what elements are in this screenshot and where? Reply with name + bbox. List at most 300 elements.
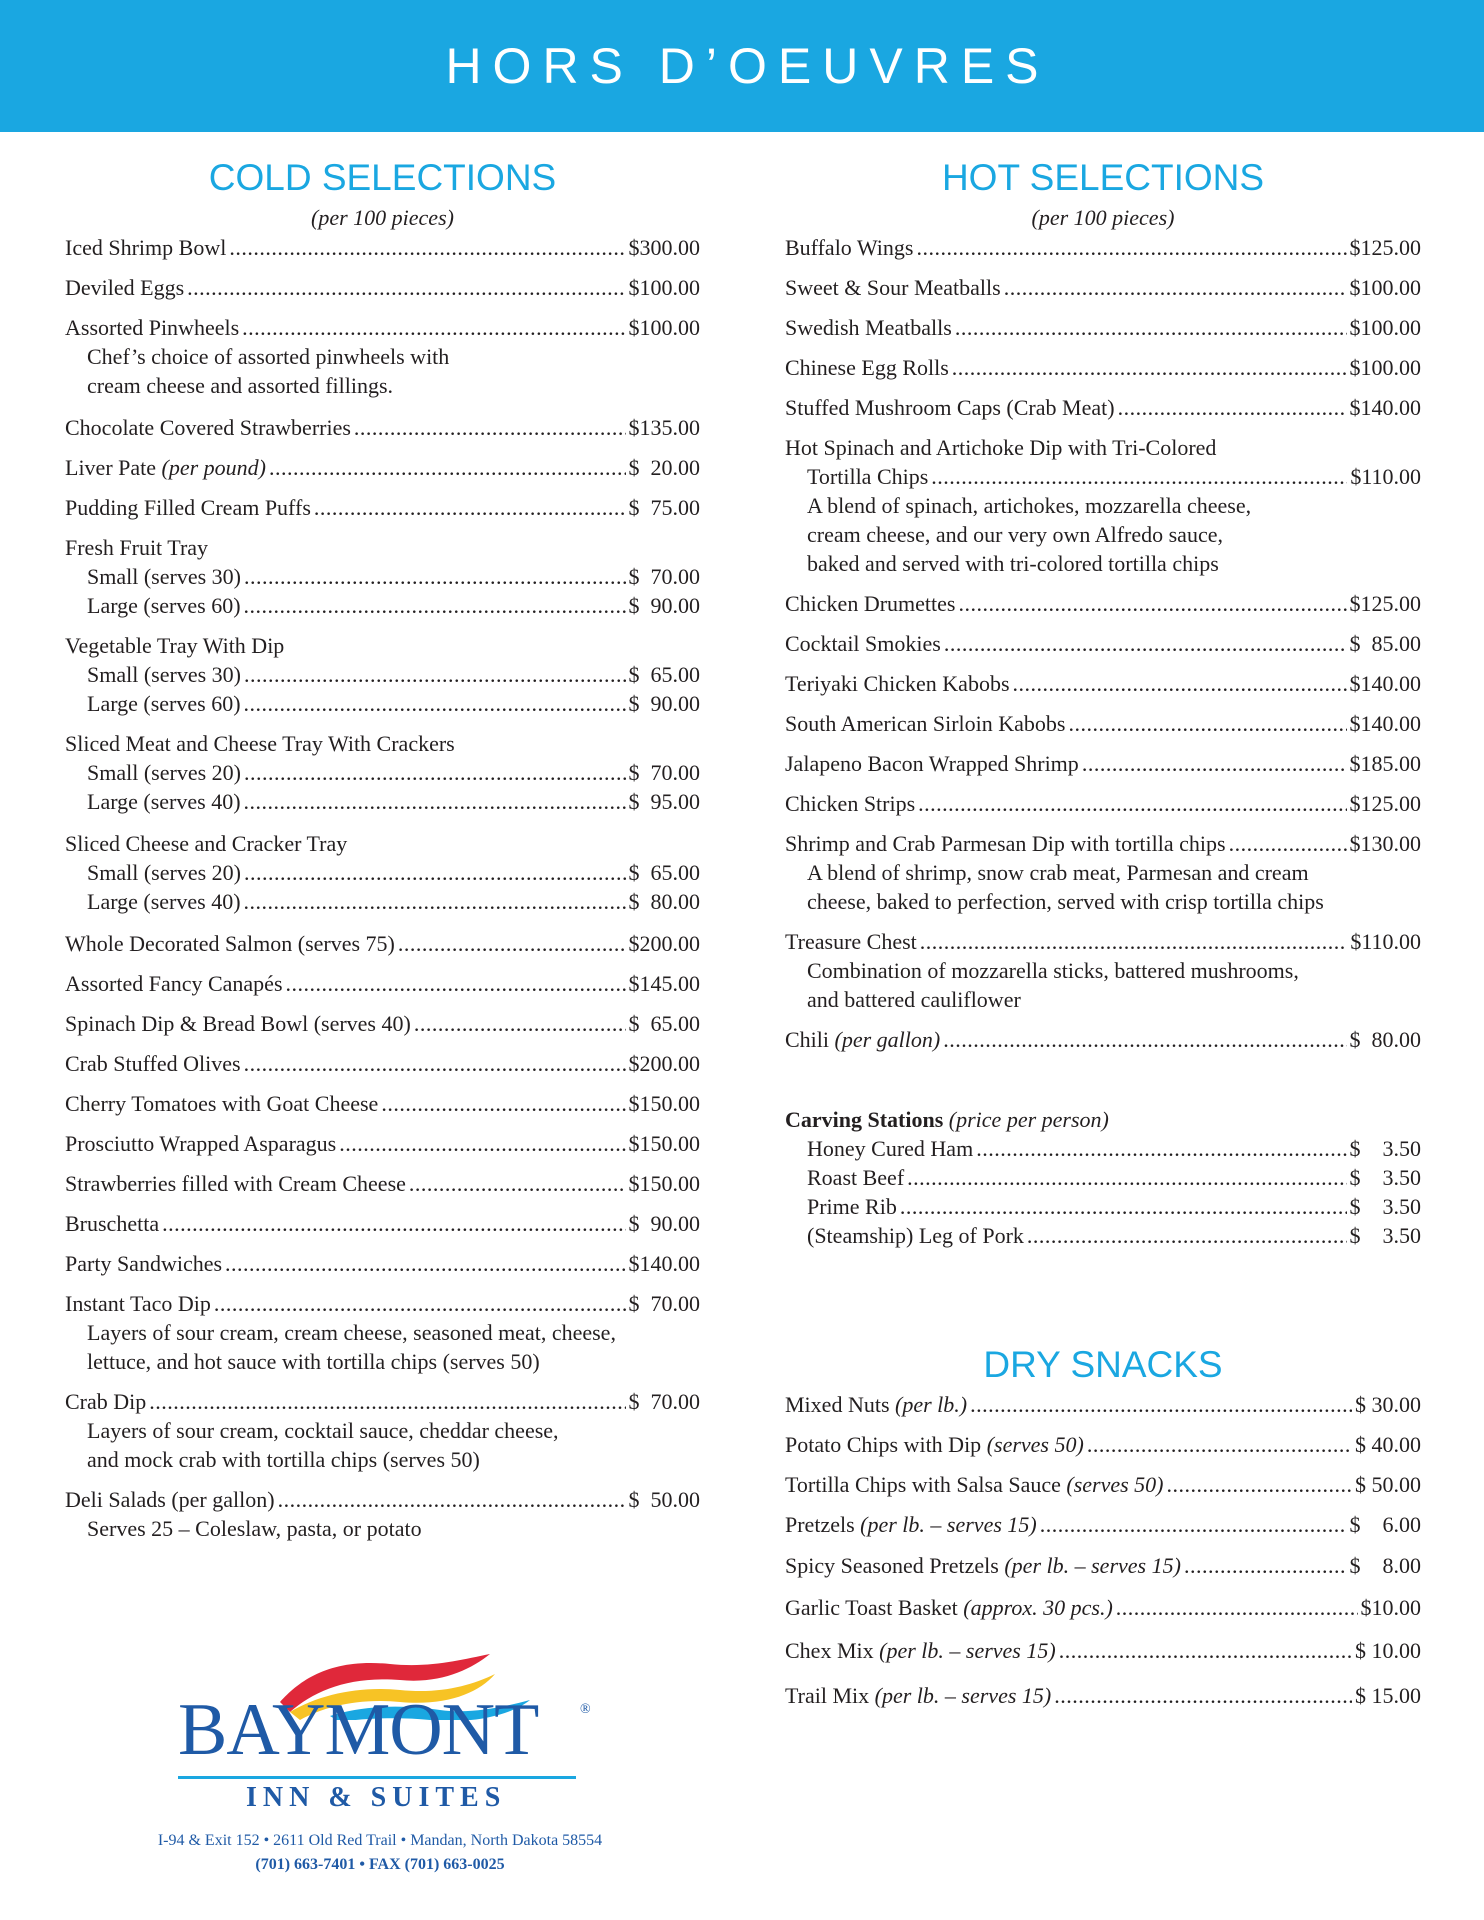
item-name: Small (serves 20) bbox=[87, 860, 241, 885]
item-name: Large (serves 40) bbox=[87, 789, 241, 814]
item-description: Combination of mozzarella sticks, battered mushrooms, bbox=[807, 958, 1299, 983]
item-label bbox=[65, 1249, 222, 1278]
menu-item bbox=[785, 1025, 1421, 1054]
item-price: $ 70.00 bbox=[628, 564, 700, 589]
hot-section-title: HOT SELECTIONS bbox=[941, 157, 1265, 198]
item-group-heading: Vegetable Tray With Dip bbox=[65, 633, 285, 658]
item-name: Pretzels bbox=[785, 1512, 855, 1537]
dot-leader bbox=[162, 1209, 625, 1238]
item-price: $ 80.00 bbox=[1349, 1027, 1421, 1052]
item-qualifier: (serves 50) bbox=[1066, 1472, 1164, 1497]
menu-subitem bbox=[65, 591, 700, 620]
dot-leader bbox=[286, 969, 626, 998]
item-name: Tortilla Chips bbox=[807, 464, 929, 489]
item-price: $200.00 bbox=[628, 931, 700, 956]
item-price: $ 20.00 bbox=[628, 455, 700, 480]
menu-item bbox=[785, 233, 1421, 262]
item-name: Party Sandwiches bbox=[65, 1251, 223, 1276]
menu-subitem bbox=[65, 758, 700, 787]
item-label bbox=[785, 789, 915, 818]
item-label bbox=[807, 1192, 897, 1221]
item-label bbox=[785, 1510, 1037, 1539]
item-label bbox=[785, 669, 1010, 698]
brand-name: BAYMONT bbox=[178, 1689, 539, 1771]
item-name: Chex Mix bbox=[785, 1638, 874, 1663]
phone-fax: (701) 663-7401 • FAX (701) 663-0025 bbox=[255, 1856, 505, 1873]
item-label bbox=[785, 749, 1079, 778]
item-price: $300.00 bbox=[628, 235, 700, 260]
item-price: $ 6.00 bbox=[1349, 1512, 1421, 1537]
item-name: Chicken Drumettes bbox=[785, 591, 956, 616]
item-name: Treasure Chest bbox=[785, 929, 917, 954]
item-label bbox=[87, 887, 241, 916]
item-price: $ 50.00 bbox=[1355, 1472, 1421, 1497]
dot-leader bbox=[1013, 669, 1347, 698]
brand-subtitle: INN & SUITES bbox=[246, 1782, 507, 1813]
item-qualifier: (per lb. – serves 15) bbox=[860, 1512, 1037, 1537]
item-name: Shrimp and Crab Parmesan Dip with tortilla chips bbox=[785, 831, 1226, 856]
item-label bbox=[785, 313, 952, 342]
menu-item bbox=[65, 313, 700, 342]
item-price: $100.00 bbox=[628, 315, 700, 340]
item-name: Buffalo Wings bbox=[785, 235, 914, 260]
dot-leader bbox=[244, 758, 626, 787]
dot-leader bbox=[1118, 393, 1347, 422]
dot-leader bbox=[244, 689, 626, 718]
item-price: $125.00 bbox=[1349, 791, 1421, 816]
item-label bbox=[785, 589, 955, 618]
item-name: Crab Dip bbox=[65, 1389, 147, 1414]
item-price: $135.00 bbox=[628, 415, 700, 440]
item-name: Tortilla Chips with Salsa Sauce bbox=[785, 1472, 1061, 1497]
item-price: $140.00 bbox=[1349, 395, 1421, 420]
item-price: $110.00 bbox=[1350, 929, 1421, 954]
dot-leader bbox=[244, 787, 626, 816]
menu-item bbox=[65, 929, 700, 958]
item-name: Prime Rib bbox=[807, 1194, 897, 1219]
item-name: Liver Pate bbox=[65, 455, 157, 480]
menu-subitem bbox=[65, 858, 700, 887]
item-label bbox=[785, 353, 949, 382]
item-name: Deli Salads (per gallon) bbox=[65, 1487, 275, 1512]
item-description: cream cheese, and our very own Alfredo sauce, bbox=[807, 522, 1223, 547]
item-name: Bruschetta bbox=[65, 1211, 160, 1236]
item-name: Trail Mix bbox=[785, 1683, 870, 1708]
dot-leader bbox=[916, 233, 1346, 262]
item-price: $ 3.50 bbox=[1349, 1223, 1421, 1248]
dot-leader bbox=[1116, 1593, 1358, 1622]
item-name: Potato Chips with Dip bbox=[785, 1432, 982, 1457]
dot-leader bbox=[1059, 1636, 1352, 1665]
item-label bbox=[785, 1470, 1164, 1499]
item-label bbox=[785, 1593, 1113, 1622]
dot-leader bbox=[944, 629, 1347, 658]
dot-leader bbox=[1027, 1221, 1347, 1250]
dot-leader bbox=[976, 1134, 1346, 1163]
menu-item bbox=[65, 1089, 700, 1118]
item-price: $ 3.50 bbox=[1349, 1194, 1421, 1219]
item-price: $ 10.00 bbox=[1355, 1638, 1421, 1663]
menu-item bbox=[785, 393, 1421, 422]
item-label bbox=[65, 1387, 146, 1416]
menu-item bbox=[65, 1387, 700, 1416]
dot-leader bbox=[920, 927, 1348, 956]
baymont-logo bbox=[100, 1650, 660, 1920]
item-name: Chili bbox=[785, 1027, 830, 1052]
item-price: $ 65.00 bbox=[628, 860, 700, 885]
item-price: $ 90.00 bbox=[628, 1211, 700, 1236]
item-price: $150.00 bbox=[628, 1131, 700, 1156]
dot-leader bbox=[970, 1390, 1352, 1419]
dot-leader bbox=[907, 1163, 1346, 1192]
cold-section-title: COLD SELECTIONS bbox=[208, 157, 557, 198]
item-price: $ 90.00 bbox=[628, 593, 700, 618]
logo-divider bbox=[178, 1776, 576, 1779]
dot-leader bbox=[414, 1009, 626, 1038]
item-price: $ 90.00 bbox=[628, 691, 700, 716]
item-name: Small (serves 30) bbox=[87, 564, 241, 589]
item-qualifier: (serves 50) bbox=[986, 1432, 1084, 1457]
item-name: Roast Beef bbox=[807, 1165, 905, 1190]
menu-item bbox=[785, 353, 1421, 382]
item-qualifier: (per gallon) bbox=[834, 1027, 941, 1052]
item-price: $ 85.00 bbox=[1349, 631, 1421, 656]
dot-leader bbox=[1087, 1430, 1352, 1459]
item-label bbox=[65, 313, 239, 342]
item-name: (Steamship) Leg of Pork bbox=[807, 1223, 1024, 1248]
item-label bbox=[65, 929, 395, 958]
carving-item bbox=[785, 1163, 1421, 1192]
dot-leader bbox=[952, 353, 1347, 382]
address: I-94 & Exit 152 • 2611 Old Red Trail • Mandan, North Dakota 58554 bbox=[157, 1832, 603, 1849]
dot-leader bbox=[242, 313, 625, 342]
carving-item bbox=[785, 1134, 1421, 1163]
dot-leader bbox=[225, 1249, 625, 1278]
dot-leader bbox=[149, 1387, 625, 1416]
menu-item bbox=[785, 589, 1421, 618]
item-label bbox=[807, 1221, 1024, 1250]
item-label bbox=[785, 1025, 940, 1054]
item-label bbox=[785, 927, 917, 956]
item-label bbox=[65, 1485, 275, 1514]
dot-leader bbox=[1167, 1470, 1352, 1499]
item-description: Serves 25 – Coleslaw, pasta, or potato bbox=[87, 1516, 422, 1541]
item-name: Chinese Egg Rolls bbox=[785, 355, 949, 380]
item-name: Chocolate Covered Strawberries bbox=[65, 415, 351, 440]
dot-leader bbox=[244, 562, 626, 591]
dot-leader bbox=[1054, 1681, 1352, 1710]
item-qualifier: (per pound) bbox=[161, 455, 267, 480]
item-label bbox=[807, 1134, 973, 1163]
item-label bbox=[65, 1209, 159, 1238]
item-price: $ 75.00 bbox=[628, 495, 700, 520]
item-label bbox=[65, 969, 283, 998]
snack-item bbox=[785, 1510, 1421, 1539]
item-name: Assorted Fancy Canapés bbox=[65, 971, 283, 996]
item-label bbox=[785, 1551, 1181, 1580]
item-label bbox=[807, 462, 928, 491]
item-price: $ 40.00 bbox=[1355, 1432, 1421, 1457]
item-label bbox=[785, 829, 1226, 858]
item-description: Chef’s choice of assorted pinwheels with bbox=[87, 344, 450, 369]
item-name: Spicy Seasoned Pretzels bbox=[785, 1553, 999, 1578]
menu-item bbox=[65, 1289, 700, 1318]
snack-item bbox=[785, 1430, 1421, 1459]
item-name: Pudding Filled Cream Puffs bbox=[65, 495, 311, 520]
item-price: $ 80.00 bbox=[628, 889, 700, 914]
item-name: Honey Cured Ham bbox=[807, 1136, 974, 1161]
menu-item bbox=[65, 453, 700, 482]
item-description: Layers of sour cream, cream cheese, seasoned meat, cheese, bbox=[87, 1320, 616, 1345]
item-label bbox=[785, 273, 1001, 302]
item-price: $125.00 bbox=[1349, 235, 1421, 260]
dot-leader bbox=[229, 233, 625, 262]
item-price: $10.00 bbox=[1360, 1595, 1421, 1620]
menu-subitem bbox=[65, 689, 700, 718]
menu-item bbox=[785, 749, 1421, 778]
snack-item bbox=[785, 1593, 1421, 1622]
item-description: Layers of sour cream, cocktail sauce, cheddar cheese, bbox=[87, 1418, 559, 1443]
dot-leader bbox=[398, 929, 626, 958]
dry-section-title: DRY SNACKS bbox=[983, 1344, 1223, 1385]
menu-item bbox=[65, 493, 700, 522]
registered-mark: ® bbox=[580, 1702, 591, 1717]
item-label bbox=[87, 787, 241, 816]
item-price: $100.00 bbox=[628, 275, 700, 300]
item-label bbox=[87, 562, 241, 591]
item-label bbox=[807, 1163, 904, 1192]
dot-leader bbox=[278, 1485, 626, 1514]
item-price: $100.00 bbox=[1349, 315, 1421, 340]
dot-leader bbox=[1229, 829, 1347, 858]
item-qualifier: (approx. 30 pcs.) bbox=[963, 1595, 1113, 1620]
dot-leader bbox=[1004, 273, 1347, 302]
item-label bbox=[785, 1430, 1084, 1459]
item-description: lettuce, and hot sauce with tortilla chips (serves 50) bbox=[87, 1349, 540, 1374]
item-name: Strawberries filled with Cream Cheese bbox=[65, 1171, 406, 1196]
dot-leader bbox=[244, 660, 626, 689]
item-label bbox=[785, 629, 941, 658]
dot-leader bbox=[244, 591, 626, 620]
item-description: A blend of spinach, artichokes, mozzarella cheese, bbox=[807, 493, 1252, 518]
item-price: $145.00 bbox=[628, 971, 700, 996]
dot-leader bbox=[1068, 709, 1346, 738]
item-name: Swedish Meatballs bbox=[785, 315, 952, 340]
menu-subitem bbox=[65, 787, 700, 816]
menu-item bbox=[65, 1009, 700, 1038]
item-name: Iced Shrimp Bowl bbox=[65, 235, 227, 260]
menu-item bbox=[785, 313, 1421, 342]
item-price: $ 30.00 bbox=[1355, 1392, 1421, 1417]
item-label bbox=[785, 1636, 1056, 1665]
item-price: $140.00 bbox=[628, 1251, 700, 1276]
item-label bbox=[785, 1390, 967, 1419]
item-label bbox=[65, 1049, 241, 1078]
item-qualifier: (per lb. – serves 15) bbox=[874, 1683, 1052, 1708]
dot-leader bbox=[244, 1049, 626, 1078]
menu-item bbox=[65, 1485, 700, 1514]
snack-item bbox=[785, 1390, 1421, 1419]
menu-item bbox=[65, 969, 700, 998]
item-name: Large (serves 40) bbox=[87, 889, 241, 914]
item-label bbox=[65, 413, 351, 442]
item-description: and mock crab with tortilla chips (serves 50) bbox=[87, 1447, 480, 1472]
menu-subitem bbox=[65, 660, 700, 689]
dot-leader bbox=[1082, 749, 1347, 778]
item-name: Garlic Toast Basket bbox=[785, 1595, 958, 1620]
item-name: South American Sirloin Kabobs bbox=[785, 711, 1066, 736]
item-name: Large (serves 60) bbox=[87, 691, 241, 716]
item-label bbox=[65, 1089, 378, 1118]
item-label bbox=[87, 660, 241, 689]
item-name: Large (serves 60) bbox=[87, 593, 241, 618]
item-name: Assorted Pinwheels bbox=[65, 315, 240, 340]
item-name: Small (serves 30) bbox=[87, 662, 241, 687]
dot-leader bbox=[314, 493, 626, 522]
item-name: Instant Taco Dip bbox=[65, 1291, 211, 1316]
item-description: cream cheese and assorted fillings. bbox=[87, 373, 394, 398]
item-name: Cherry Tomatoes with Goat Cheese bbox=[65, 1091, 379, 1116]
dot-leader bbox=[244, 858, 626, 887]
item-label bbox=[65, 1289, 211, 1318]
item-price: $185.00 bbox=[1349, 751, 1421, 776]
menu-item bbox=[785, 629, 1421, 658]
item-label bbox=[65, 1129, 336, 1158]
dot-leader bbox=[931, 462, 1347, 491]
menu-item bbox=[785, 829, 1421, 858]
item-name: Jalapeno Bacon Wrapped Shrimp bbox=[785, 751, 1079, 776]
dot-leader bbox=[1184, 1551, 1347, 1580]
item-name: Teriyaki Chicken Kabobs bbox=[785, 671, 1010, 696]
carving-item bbox=[785, 1192, 1421, 1221]
hot-section-note: (per 100 pieces) bbox=[1031, 205, 1175, 230]
item-name: Mixed Nuts bbox=[785, 1392, 890, 1417]
item-price: $125.00 bbox=[1349, 591, 1421, 616]
menu-item bbox=[65, 273, 700, 302]
menu-item bbox=[65, 1049, 700, 1078]
menu-item bbox=[785, 789, 1421, 818]
item-price: $130.00 bbox=[1349, 831, 1421, 856]
item-group-heading: Fresh Fruit Tray bbox=[65, 535, 209, 560]
snack-item bbox=[785, 1636, 1421, 1665]
item-description: A blend of shrimp, snow crab meat, Parmesan and cream bbox=[807, 860, 1309, 885]
item-price: $ 15.00 bbox=[1355, 1683, 1421, 1708]
dot-leader bbox=[409, 1169, 626, 1198]
item-price: $ 65.00 bbox=[628, 1011, 700, 1036]
menu-subitem bbox=[65, 562, 700, 591]
item-label bbox=[87, 758, 241, 787]
item-name: Cocktail Smokies bbox=[785, 631, 941, 656]
dot-leader bbox=[381, 1089, 625, 1118]
item-label bbox=[65, 233, 226, 262]
item-name: Stuffed Mushroom Caps (Crab Meat) bbox=[785, 395, 1115, 420]
carving-note: (price per person) bbox=[948, 1107, 1109, 1132]
menu-item bbox=[65, 1169, 700, 1198]
item-price: $ 70.00 bbox=[628, 1389, 700, 1414]
item-label bbox=[65, 1009, 411, 1038]
carving-heading bbox=[785, 1105, 1421, 1134]
menu-item bbox=[785, 462, 1421, 491]
menu-item bbox=[785, 669, 1421, 698]
item-label bbox=[65, 453, 266, 482]
item-label bbox=[785, 393, 1115, 422]
menu-item bbox=[65, 1129, 700, 1158]
dot-leader bbox=[900, 1192, 1347, 1221]
item-description: baked and served with tri-colored tortilla chips bbox=[807, 551, 1219, 576]
item-name: Sweet & Sour Meatballs bbox=[785, 275, 1001, 300]
item-name: Small (serves 20) bbox=[87, 760, 241, 785]
item-price: $150.00 bbox=[628, 1091, 700, 1116]
item-price: $ 65.00 bbox=[628, 662, 700, 687]
dot-leader bbox=[955, 313, 1347, 342]
carving-item bbox=[785, 1221, 1421, 1250]
item-group-heading: Hot Spinach and Artichoke Dip with Tri-Colored bbox=[785, 435, 1217, 460]
dot-leader bbox=[187, 273, 625, 302]
dot-leader bbox=[244, 887, 626, 916]
item-price: $ 3.50 bbox=[1349, 1165, 1421, 1190]
item-price: $110.00 bbox=[1350, 464, 1421, 489]
item-name: Prosciutto Wrapped Asparagus bbox=[65, 1131, 337, 1156]
item-label bbox=[87, 689, 241, 718]
item-group-heading: Sliced Meat and Cheese Tray With Crackers bbox=[65, 731, 455, 756]
dot-leader bbox=[943, 1025, 1346, 1054]
item-label bbox=[785, 709, 1065, 738]
item-name: Chicken Strips bbox=[785, 791, 916, 816]
snack-item bbox=[785, 1551, 1421, 1580]
item-qualifier: (per lb. – serves 15) bbox=[879, 1638, 1056, 1663]
item-label bbox=[65, 493, 311, 522]
item-label bbox=[785, 1681, 1051, 1710]
item-label bbox=[87, 591, 241, 620]
item-price: $ 8.00 bbox=[1349, 1553, 1421, 1578]
item-price: $ 95.00 bbox=[628, 789, 700, 814]
item-price: $100.00 bbox=[1349, 275, 1421, 300]
carving-title: Carving Stations bbox=[785, 1107, 944, 1132]
dot-leader bbox=[269, 453, 625, 482]
dot-leader bbox=[1040, 1510, 1347, 1539]
snack-item bbox=[785, 1681, 1421, 1710]
item-label bbox=[65, 273, 184, 302]
menu-item bbox=[65, 413, 700, 442]
item-description: cheese, baked to perfection, served with crisp tortilla chips bbox=[807, 889, 1324, 914]
menu-subitem bbox=[65, 887, 700, 916]
item-label bbox=[87, 858, 241, 887]
menu-item bbox=[785, 709, 1421, 738]
item-qualifier: (per lb.) bbox=[895, 1392, 968, 1417]
item-price: $150.00 bbox=[628, 1171, 700, 1196]
item-price: $ 70.00 bbox=[628, 1291, 700, 1316]
item-group-heading: Sliced Cheese and Cracker Tray bbox=[65, 831, 348, 856]
item-price: $140.00 bbox=[1349, 711, 1421, 736]
menu-item bbox=[785, 927, 1421, 956]
dot-leader bbox=[214, 1289, 626, 1318]
dot-leader bbox=[958, 589, 1346, 618]
menu-item bbox=[65, 233, 700, 262]
dot-leader bbox=[354, 413, 626, 442]
dot-leader bbox=[339, 1129, 625, 1158]
item-price: $ 70.00 bbox=[628, 760, 700, 785]
page-title: HORS D’OEUVRES bbox=[0, 0, 1484, 132]
item-name: Whole Decorated Salmon (serves 75) bbox=[65, 931, 395, 956]
item-name: Crab Stuffed Olives bbox=[65, 1051, 241, 1076]
item-price: $200.00 bbox=[628, 1051, 700, 1076]
item-description: and battered cauliflower bbox=[807, 987, 1021, 1012]
menu-item bbox=[65, 1249, 700, 1278]
item-price: $100.00 bbox=[1349, 355, 1421, 380]
item-price: $ 50.00 bbox=[628, 1487, 700, 1512]
cold-section-note: (per 100 pieces) bbox=[311, 205, 454, 230]
menu-item bbox=[785, 273, 1421, 302]
